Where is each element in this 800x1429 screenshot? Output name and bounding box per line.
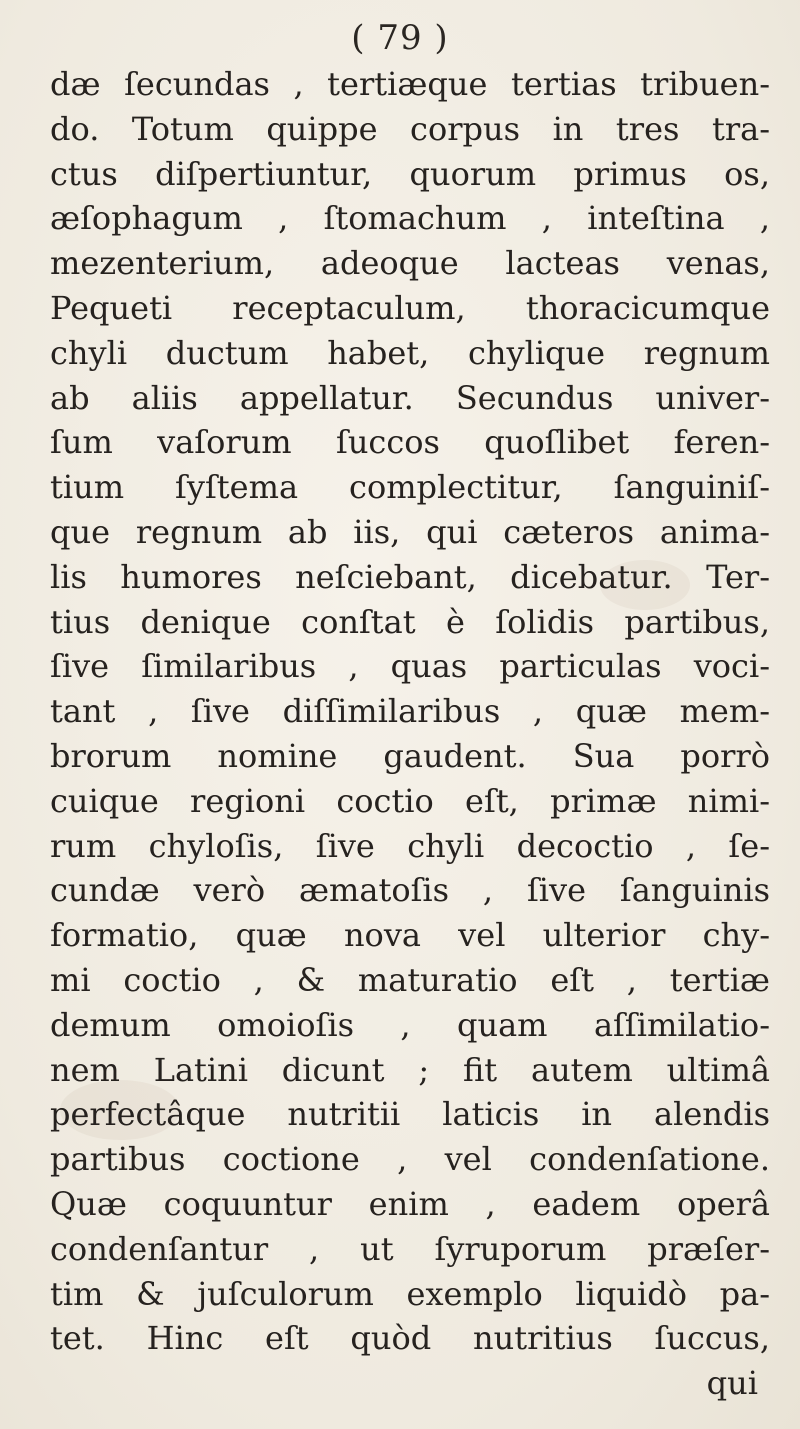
text-line: ſum vaſorum ſuccos quoſlibet feren- — [50, 423, 770, 462]
text-line: tium ſyſtema complectitur, ſanguiniſ- — [50, 468, 770, 507]
text-line: formatio, quæ nova vel ulterior chy- — [50, 916, 770, 955]
body-text — [50, 62, 770, 1406]
text-line: tim & juſculorum exemplo liquidò pa- — [50, 1274, 770, 1313]
text-line: demum omoioſis , quam aſſimilatio- — [50, 1005, 770, 1044]
text-line: condenſantur , ut ſyruporum præſer- — [50, 1229, 770, 1268]
page-number: ( 79 ) — [351, 18, 449, 58]
text-line: mi coctio , & maturatio eſt , tertiæ — [50, 960, 770, 999]
text-line: dæ ſecundas , tertiæque tertias tribuen- — [50, 65, 770, 103]
text-line: tius denique conſtat è ſolidis partibus, — [50, 602, 770, 641]
text-line: rum chyloſis, ſive chyli decoctio , ſe- — [50, 826, 770, 865]
text-line: chyli ductum habet, chylique regnum — [50, 333, 770, 372]
text-line: brorum nomine gaudent. Sua porrò — [50, 736, 770, 775]
text-line: tet. Hinc eſt quòd nutritius ſuccus, — [50, 1319, 770, 1358]
text-line: partibus coctione , vel condenſatione. — [50, 1140, 770, 1179]
text-line: nem Latini dicunt ; fit autem ultimâ — [50, 1050, 770, 1089]
text-line: cundæ verò æmatoſis , ſive ſanguinis — [50, 871, 770, 910]
text-line: ſive ſimilaribus , quas particulas voci- — [50, 647, 770, 686]
text-line: lis humores neſciebant, dicebatur. Ter- — [50, 557, 770, 596]
catchword: qui — [706, 1364, 758, 1403]
text-line: Pequeti receptaculum, thoracicumque — [50, 288, 770, 327]
text-line: tant , ſive diſſimilaribus , quæ mem- — [50, 692, 770, 731]
text-line: mezenterium, adeoque lacteas venas, — [50, 244, 770, 283]
text-line: æſophagum , ſtomachum , inteſtina , — [50, 199, 770, 238]
text-line: do. Totum quippe corpus in tres tra- — [50, 109, 770, 148]
text-line: que regnum ab iis, qui cæteros anima- — [50, 512, 770, 551]
text-line: Quæ coquuntur enim , eadem operâ — [50, 1184, 770, 1223]
text-line: perfectâque nutritii laticis in alendis — [50, 1095, 770, 1134]
text-line: ab aliis appellatur. Secundus univer- — [50, 378, 770, 417]
text-line: ctus diſpertiuntur, quorum primus os, — [50, 154, 770, 193]
text-line: cuique regioni coctio eſt, primæ nimi- — [50, 781, 770, 820]
